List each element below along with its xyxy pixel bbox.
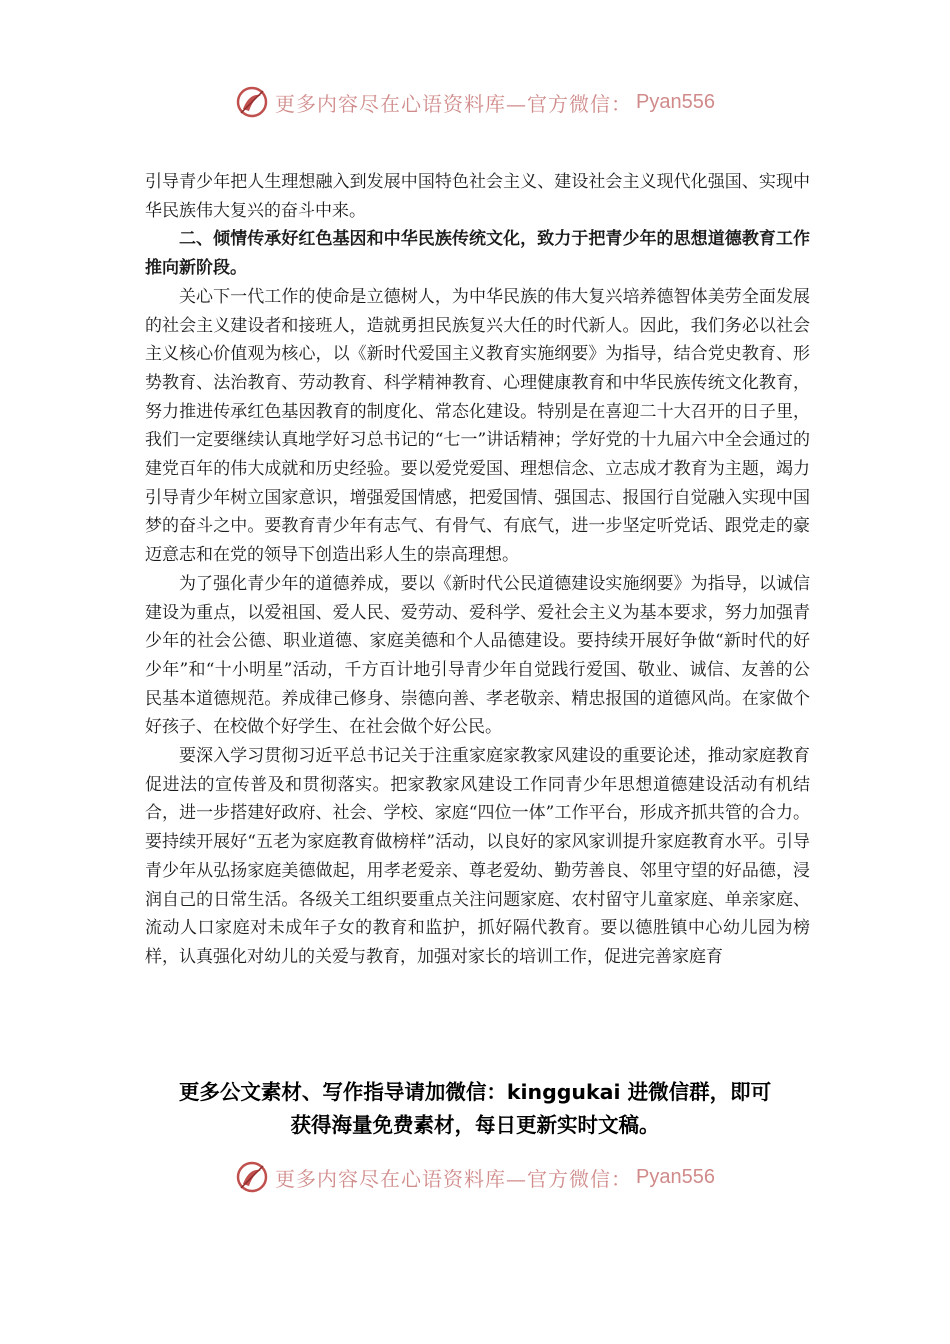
- promo-line-2: 获得海量免费素材，每日更新实时文稿。: [290, 1113, 660, 1137]
- logo-icon: [235, 85, 269, 119]
- logo-icon: [235, 1160, 269, 1194]
- document-body: [145, 168, 810, 972]
- footer-wechat-id: Pyan556: [636, 1165, 715, 1188]
- paragraph: 要深入学习贯彻习近平总书记关于注重家庭家教家风建设的重要论述，推动家庭教育促进法的宣传普及和贯彻落实。把家教家风建设工作同青少年思想道德建设活动有机结合，进一步搭建好政府、社会、学校、家庭“四位一体”工作平台，形成齐抓共管的合力。要持续开展好“五老为家庭教育做榜样”活动，以良好的家风家训提升家庭教育水平。引导青少年从弘扬家庭美德做起，用孝老爱亲、尊老爱幼、勤劳善良、邻里守望的好品德，浸润自己的日常生活。各级关工组织要重点关注问题家庭、农村留守儿童家庭、单亲家庭、流动人口家庭对未成年子女的教育和监护，抓好隔代教育。要以德胜镇中心幼儿园为榜样，认真强化对幼儿的关爱与教育，加强对家长的培训工作，促进完善家庭育: [145, 746, 810, 967]
- footer-banner: [0, 1155, 950, 1199]
- paragraph: 为了强化青少年的道德养成，要以《新时代公民道德建设实施纲要》为指导，以诚信建设为重点，以爱祖国、爱人民、爱劳动、爱科学、爱社会主义为基本要求，努力加强青少年的社会公德、职业道德、家庭美德和个人品德建设。要持续开展好争做“新时代的好少年”和“十小明星”活动，千方百计地引导青少年自觉践行爱国、敬业、诚信、友善的公民基本道德规范。养成律己修身、崇德向善、孝老敬亲、精忠报国的道德风尚。在家做个好孩子、在校做个好学生、在社会做个好公民。: [145, 573, 810, 738]
- paragraph: 引导青少年把人生理想融入到发展中国特色社会主义、建设社会主义现代化强国、实现中华民族伟大复兴的奋斗中来。: [145, 172, 810, 221]
- header-site-text: 更多内容尽在心语资料库—官方微信：: [275, 91, 633, 116]
- promo-line-1: 更多公文素材、写作指导请加微信：kinggukai 进微信群，即可: [178, 1080, 772, 1104]
- header-banner: [0, 80, 950, 124]
- paragraph: 关心下一代工作的使命是立德树人，为中华民族的伟大复兴培养德智体美劳全面发展的社会主义建设者和接班人，造就勇担民族复兴大任的时代新人。因此，我们务必以社会主义核心价值观为核心，以《新时代爱国主义教育实施纲要》为指导，结合党史教育、形势教育、法治教育、劳动教育、科学精神教育、心理健康教育和中华民族传统文化教育，努力推进传承红色基因教育的制度化、常态化建设。特别是在喜迎二十大召开的日子里，我们一定要继续认真地学好习总书记的“七一”讲话精神；学好党的十九届六中全会通过的建党百年的伟大成就和历史经验。要以爱党爱国、理想信念、立志成才教育为主题，竭力引导青少年树立国家意识，增强爱国情感，把爱国情、强国志、报国行自觉融入实现中国梦的奋斗之中。要教育青少年有志气、有骨气、有底气，进一步坚定听党话、跟党走的豪迈意志和在党的领导下创造出彩人生的崇高理想。: [145, 286, 810, 566]
- header-wechat-id: Pyan556: [636, 90, 715, 113]
- promo-notice: [120, 1076, 830, 1142]
- section-heading: 二、倾情传承好红色基因和中华民族传统文化，致力于把青少年的思想道德教育工作推向新阶段。: [145, 229, 810, 279]
- footer-site-text: 更多内容尽在心语资料库—官方微信：: [275, 1166, 633, 1191]
